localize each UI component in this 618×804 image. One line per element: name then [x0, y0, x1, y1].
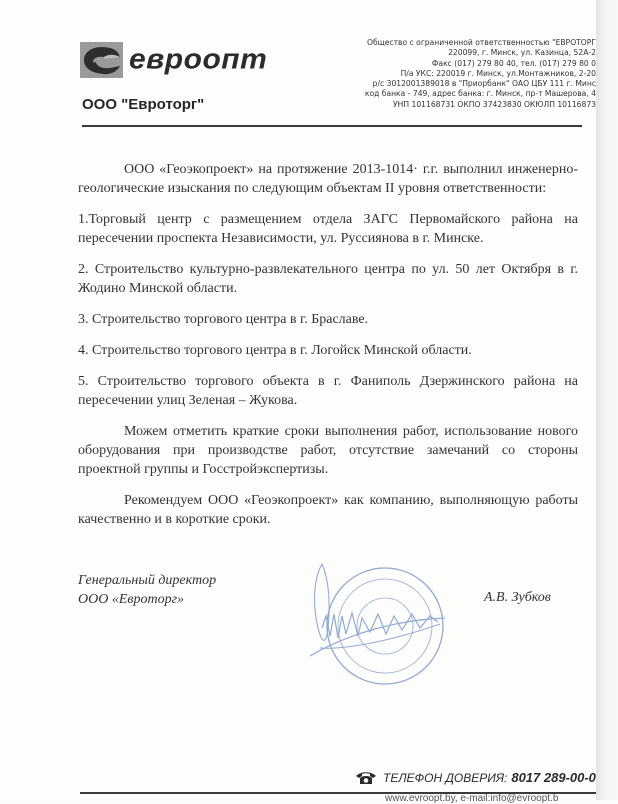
object-list-item: 2. Строительство культурно-развлекательного центра по ул. 50 лет Октября в г. Жодино Минской области. — [78, 262, 578, 296]
company-requisites — [330, 38, 596, 110]
requisites-line: р/с 3012001389018 в "Приорбанк" ОАО ЦБУ 111 г. Минс — [372, 79, 596, 89]
requisites-line: Факс (017) 279 80 40, тел. (017) 279 80 0 — [431, 58, 596, 68]
signatory-position: Генеральный директор — [78, 573, 217, 588]
hotline-number: 8017 289-00-0 — [511, 770, 596, 785]
requisites-line: П/а УКС: 220019 г. Минск, ул.Монтажников, 2-20 — [400, 68, 596, 78]
hotline — [355, 770, 596, 785]
object-list-item: 3. Строительство торгового центра в г. Браславе. — [78, 312, 369, 327]
header-divider — [82, 125, 582, 127]
brand-name: евроопт — [129, 43, 268, 76]
round-seal-stamp-icon — [300, 558, 450, 698]
object-list-item: 1.Торговый центр с размещением отдела ЗАГС Первомайского района на пересечении проспекта Независимости, ул. Руссиянова в г. Минске. — [78, 212, 578, 246]
footer-contacts: www.evroopt.by, e-mail:info@evroopt.b — [385, 794, 559, 804]
signature-scribble — [310, 613, 445, 656]
signatory-organization: ООО «Евроторг» — [78, 592, 185, 607]
brand-logo — [80, 42, 267, 78]
scan-margin — [596, 0, 618, 800]
object-list-item: 4. Строительство торгового центра в г. Логойск Минской области. — [78, 343, 472, 358]
evroopt-e-logo-icon — [80, 42, 123, 78]
telephone-icon — [355, 771, 377, 785]
object-list-item: 5. Строительство торгового объекта в г. Фаниполь Дзержинского района на пересечении улиц Зеленая – Жукова. — [78, 374, 578, 408]
company-short-name: ООО "Евроторг" — [82, 96, 205, 113]
recommendation-paragraph: Рекомендуем ООО «Геоэкопроект» как компанию, выполняющую работы качественно и в короткие сроки. — [78, 493, 578, 527]
remark-paragraph: Можем отметить краткие сроки выполнения работ, использование нового оборудования при производстве работ, отсутствие замечаний со стороны проектной группы и Госстройэкспертизы. — [78, 424, 578, 477]
signatory-block — [78, 571, 216, 609]
requisites-line: 220099, г. Минск, ул. Казинца, 52А-2 — [448, 48, 596, 58]
requisites-line: УНП 101168731 ОКПО 37423830 ОКЮЛП 10116873 — [393, 99, 596, 109]
signatory-name: А.В. Зубков — [484, 590, 551, 605]
hotline-label: ТЕЛЕФОН ДОВЕРИЯ: — [383, 770, 508, 785]
requisites-line: код банка - 749, адрес банка: г. Минск, пр-т Машерова, 4 — [364, 89, 596, 99]
intro-paragraph: ООО «Геоэкопроект» на протяжение 2013-1014· г.г. выполнил инженерно-геологические изыскания по следующим объектам II уровня ответственности: — [78, 162, 578, 196]
letter-body — [78, 160, 578, 541]
requisites-line: Общество с ограниченной ответственностью "ЕВРОТОРГ — [366, 38, 596, 47]
